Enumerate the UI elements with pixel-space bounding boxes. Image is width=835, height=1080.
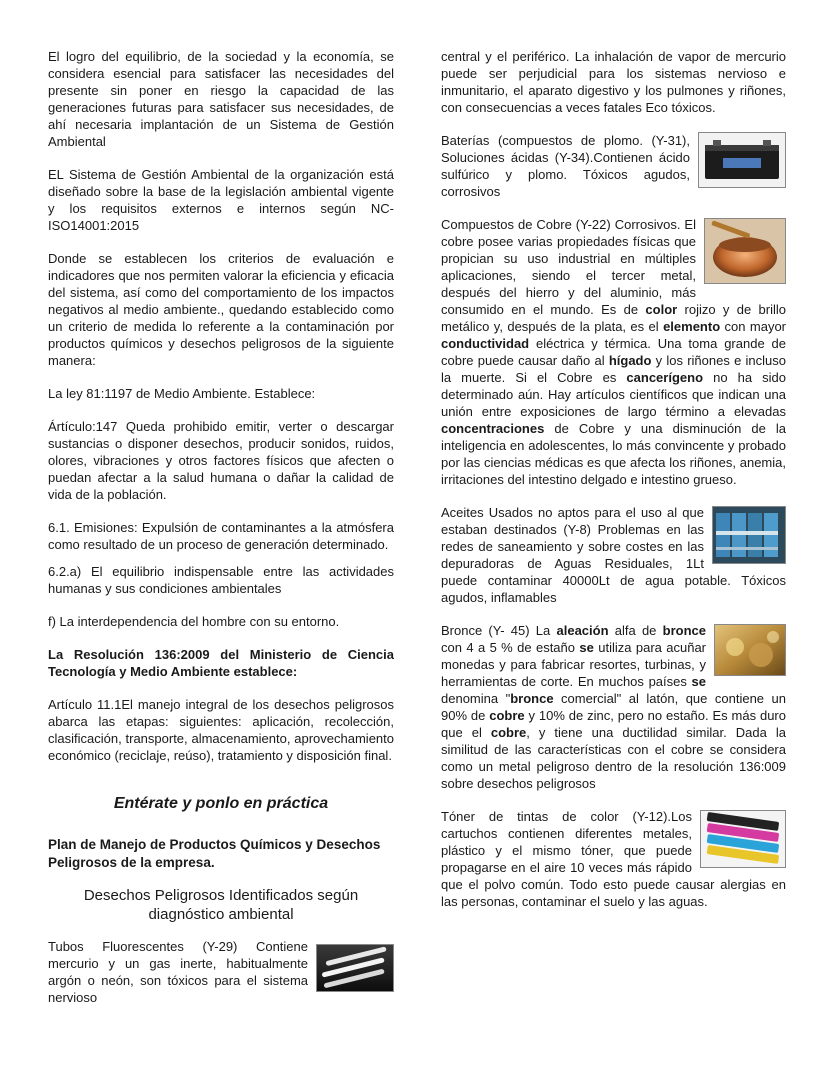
bronce-bold-2: bronce [662, 623, 706, 638]
cobre-bold-4: hígado [608, 353, 652, 368]
cobre-bold-5: cancerígeno [626, 370, 704, 385]
bronce-text-2: alfa de [608, 623, 663, 638]
bronce-block [441, 622, 786, 792]
fluorescent-tubes-image [316, 944, 394, 992]
battery-image [698, 132, 786, 188]
aceites-block [441, 504, 786, 606]
criteria-paragraph: Donde se establecen los criterios de evaluación e indicadores que nos permiten valorar la eficiencia y eficacia del sistema, así como del comportamiento de los impactos negativos al medio ambiente., quedando establecido como un criterio de medida lo referente a la contaminación por productos químicos y desechos peligrosos de la siguiente manera: [48, 251, 394, 368]
intro-paragraph: El logro del equilibrio, de la sociedad y la economía, se considera esencial para satisfacer las necesidades del presente sin poner en riesgo la capacidad de las generaciones futuras para satisfacer sus necesidades, de ahí necesaria implantación de un Sistema de Gestión Ambiental [48, 49, 394, 149]
tubos-block [48, 938, 394, 1006]
bronce-bold-5: bronce [510, 691, 554, 706]
bronce-text-3: con 4 a 5 % de estaño [441, 640, 580, 655]
bronce-bold-3: se [579, 640, 594, 655]
bronze-image [714, 624, 786, 676]
oil-drums-image [712, 506, 786, 564]
bronce-bold-6: cobre [489, 708, 525, 723]
baterias-block [441, 132, 786, 200]
cobre-bold-6: concentraciones [441, 421, 545, 436]
toner-cartridges-image [700, 810, 786, 868]
baterias-paragraph: Baterías (compuestos de plomo. (Y-31), Soluciones ácidas (Y-34).Contienen ácido sulfúrico y plomo. Tóxicos agudos, corrosivos [441, 133, 690, 199]
bronce-bold-1: aleación [556, 623, 609, 638]
toner-paragraph: Tóner de tintas de color (Y-12).Los cartuchos contienen diferentes metales, plástico y el mismo tóner, que puede propagarse en el aire 10 veces más rápido que el polvo común. Todo esto puede causar alergias en las personas, contaminar el suelo y las aguas. [441, 809, 786, 909]
mercury-continuation: central y el periférico. La inhalación de vapor de mercurio puede ser perjudicial para los sistemas nervioso e inmunitario, el aparato digestivo y los pulmones y riñones, con consecuencias a veces fatales Eco tóxicos. [441, 49, 786, 115]
bronce-text-6: comercial" al latón, que contiene un 90% de [441, 691, 786, 723]
bronce-text-5: denomina " [441, 691, 511, 706]
interdependence-paragraph: f) La interdependencia del hombre con su entorno. [48, 614, 340, 629]
section-heading: Entérate y ponlo en práctica [113, 795, 329, 812]
emissions-paragraph: 6.1. Emisiones: Expulsión de contaminantes a la atmósfera como resultado de un proceso de generación determinado. [48, 520, 394, 552]
resolution-heading: La Resolución 136:2009 del Ministerio de Ciencia Tecnología y Medio Ambiente establece: [48, 647, 394, 679]
bronce-bold-4: se [691, 674, 706, 689]
bronce-bold-7: cobre [490, 725, 527, 740]
toner-block [441, 808, 786, 910]
article-11-paragraph: Artículo 11.1El manejo integral de los desechos peligrosos abarca las etapas: siguientes: aplicación, recolección, clasificación, transporte, almacenamiento, aprovechamiento económico (reciclaje, reúso), tratamiento y disposición final. [48, 697, 394, 763]
cobre-text-4: eléctrica y térmica. Una toma grande de cobre puede causar daño al [441, 336, 786, 368]
tubos-paragraph: Tubos Fluorescentes (Y-29) Contiene mercurio y un gas inerte, habitualmente argón o neón, son tóxicos para el sistema nervioso [48, 939, 308, 1005]
sga-paragraph: EL Sistema de Gestión Ambiental de la organización está diseñado sobre la base de la legislación ambiental vigente y los requisitos externos e internos según NC-ISO14001:2015 [48, 167, 394, 233]
bronce-text-4: utiliza para acuñar monedas y para fabricar resortes, turbinas, y herramientas de corte. En muchos países [441, 640, 707, 689]
cobre-text-3: con mayor [720, 319, 786, 334]
cobre-block [441, 216, 786, 488]
article-147-paragraph: Ártículo:147 Queda prohibido emitir, verter o descargar sustancias o disponer desechos, producir sonidos, ruidos, olores, vibraciones y otros factores físicos que afecten o puedan afectar a la salud humana o dañar la calidad de vida de la población. [48, 419, 394, 502]
cobre-bold-2: elemento [663, 319, 721, 334]
cobre-text-5: y los riñones e incluso la muerte. Si el Cobre es [441, 353, 786, 385]
plan-heading: Plan de Manejo de Productos Químicos y Desechos Peligrosos de la empresa. [48, 837, 381, 870]
left-column [48, 48, 394, 1006]
cobre-text-7: de Cobre y una disminución de la inteligencia en adolescentes, lo más convincente y probado por las ciencias médicas es que afecta los riñones, anemia, irritaciones del intestino delgado e intestino grueso. [441, 421, 786, 487]
cobre-text-6: no ha sido determinado aún. Hay artículos científicos que indican una unión entre exposiciones de largo término a elevadas [441, 370, 786, 419]
law-paragraph: La ley 81:1197 de Medio Ambiente. Establece: [48, 386, 316, 401]
aceites-paragraph: Aceites Usados no aptos para el uso al que estaban destinados (Y-8) Problemas en las redes de saneamiento y sobre costes en las depuradoras de Aguas Residuales, 1Lt puede contaminar 40000Lt de agua potable. Tóxicos agudos, inflamables [441, 505, 786, 605]
right-column [441, 48, 786, 910]
cobre-text-1: Compuestos de Cobre (Y-22) Corrosivos. El cobre posee varias propiedades físicas que propician su uso industrial en múltiples aplicaciones, siendo el tercer metal, después del hierro y del aluminio, más consumido en el mundo. Es de [441, 217, 696, 317]
cobre-bold-1: color [645, 302, 678, 317]
bronce-text-8: , y tiene una ductilidad similar. Dada la similitud de las características con el cobre se considera como un metal peligroso dentro de la resolución 136:009 sobre desechos peligrosos [441, 725, 786, 791]
copper-image [704, 218, 786, 284]
cobre-bold-3: conductividad [441, 336, 530, 351]
bronce-text-7: y 10% de zinc, pero no estaño. Es más duro que el [441, 708, 786, 740]
cobre-text-2: rojizo y de brillo metálico y, después de la plata, es el [441, 302, 786, 334]
bronce-text-1: Bronce (Y- 45) La [441, 623, 557, 638]
balance-paragraph: 6.2.a) El equilibrio indispensable entre las actividades humanas y sus condiciones ambientales [48, 564, 394, 596]
hazardous-waste-heading: Desechos Peligrosos Identificados según diagnóstico ambiental [83, 887, 359, 923]
